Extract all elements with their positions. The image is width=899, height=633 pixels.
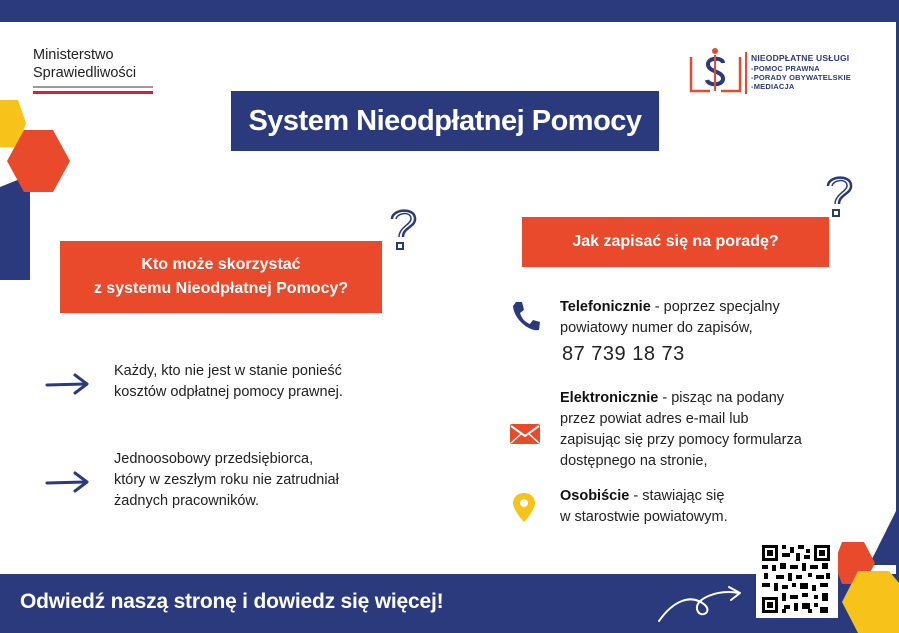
logo-text	[751, 54, 851, 91]
inperson-option	[560, 486, 728, 528]
phone-label: Telefonicznie	[560, 299, 651, 315]
top-bar	[0, 0, 899, 22]
email-label: Elektronicznie	[560, 390, 659, 406]
phone-text-1: - poprzez specjalny	[650, 299, 780, 315]
email-text-1: - pisząc na podany	[658, 390, 785, 406]
left-section-heading	[60, 241, 382, 313]
logo-title: NIEODPŁATNE USŁUGI	[751, 53, 850, 63]
phone-option	[560, 297, 780, 339]
decorative-hexagons-right	[834, 505, 899, 633]
logo-item: -POMOC PRAWNA	[751, 64, 820, 73]
arrow-right-icon	[45, 372, 91, 396]
page-title: System Nieodpłatnej Pomocy	[231, 91, 659, 151]
ministry-divider-grey	[33, 86, 153, 88]
right-section-heading: Jak zapisać się na poradę?	[522, 217, 829, 267]
email-option	[560, 388, 802, 472]
left-item-1-line-1: Każdy, kto nie jest w stanie ponieść	[114, 363, 342, 379]
logo-divider	[745, 52, 747, 94]
left-item-2-line-2: który w zeszłym roku nie zatrudniał	[114, 472, 339, 488]
location-pin-icon	[512, 492, 536, 524]
email-text-4: dostępnego na stronie,	[560, 453, 708, 469]
email-text-3: zapisując się przy pomocy formularza	[560, 432, 802, 448]
envelope-icon	[509, 423, 541, 445]
qr-code[interactable]	[762, 545, 830, 613]
arrow-right-icon	[45, 470, 91, 494]
left-heading-line-2: z systemu Nieodpłatnej Pomocy?	[93, 280, 349, 297]
inperson-text-1: - stawiając się	[629, 488, 725, 504]
inperson-text-2: w starostwie powiatowym.	[560, 509, 728, 525]
phone-number[interactable]: 87 739 18 73	[562, 343, 685, 365]
logo-item: -MEDIACJA	[751, 82, 795, 91]
left-item-2-line-1: Jednoosobowy przedsiębiorca,	[114, 451, 314, 467]
ministry-divider-red	[33, 91, 153, 94]
left-item-2-line-3: żadnych pracowników.	[114, 493, 260, 509]
left-heading-line-1: Kto może skorzystać	[141, 256, 301, 273]
left-item-1-line-2: kosztów odpłatnej pomocy prawnej.	[114, 384, 343, 400]
email-text-2: przez powiat adres e-mail lub	[560, 411, 749, 427]
question-mark-icon	[384, 205, 424, 255]
logo-item: -PORADY OBYWATELSKIE	[751, 73, 851, 82]
phone-icon	[510, 300, 540, 334]
left-item-1	[114, 361, 343, 403]
left-item-2	[114, 449, 339, 512]
phone-text-2: powiatowy numer do zapisów,	[560, 320, 753, 336]
ministry-name	[33, 46, 136, 82]
nieodplatne-uslugi-logo-icon	[688, 45, 743, 97]
footer-cta[interactable]: Odwiedź naszą stronę i dowiedz się więcej!	[20, 590, 444, 613]
swirl-arrow-icon	[655, 583, 745, 625]
ministry-line-1: Ministerstwo	[33, 47, 114, 63]
inperson-label: Osobiście	[560, 488, 630, 504]
ministry-line-2: Sprawiedliwości	[33, 65, 137, 81]
